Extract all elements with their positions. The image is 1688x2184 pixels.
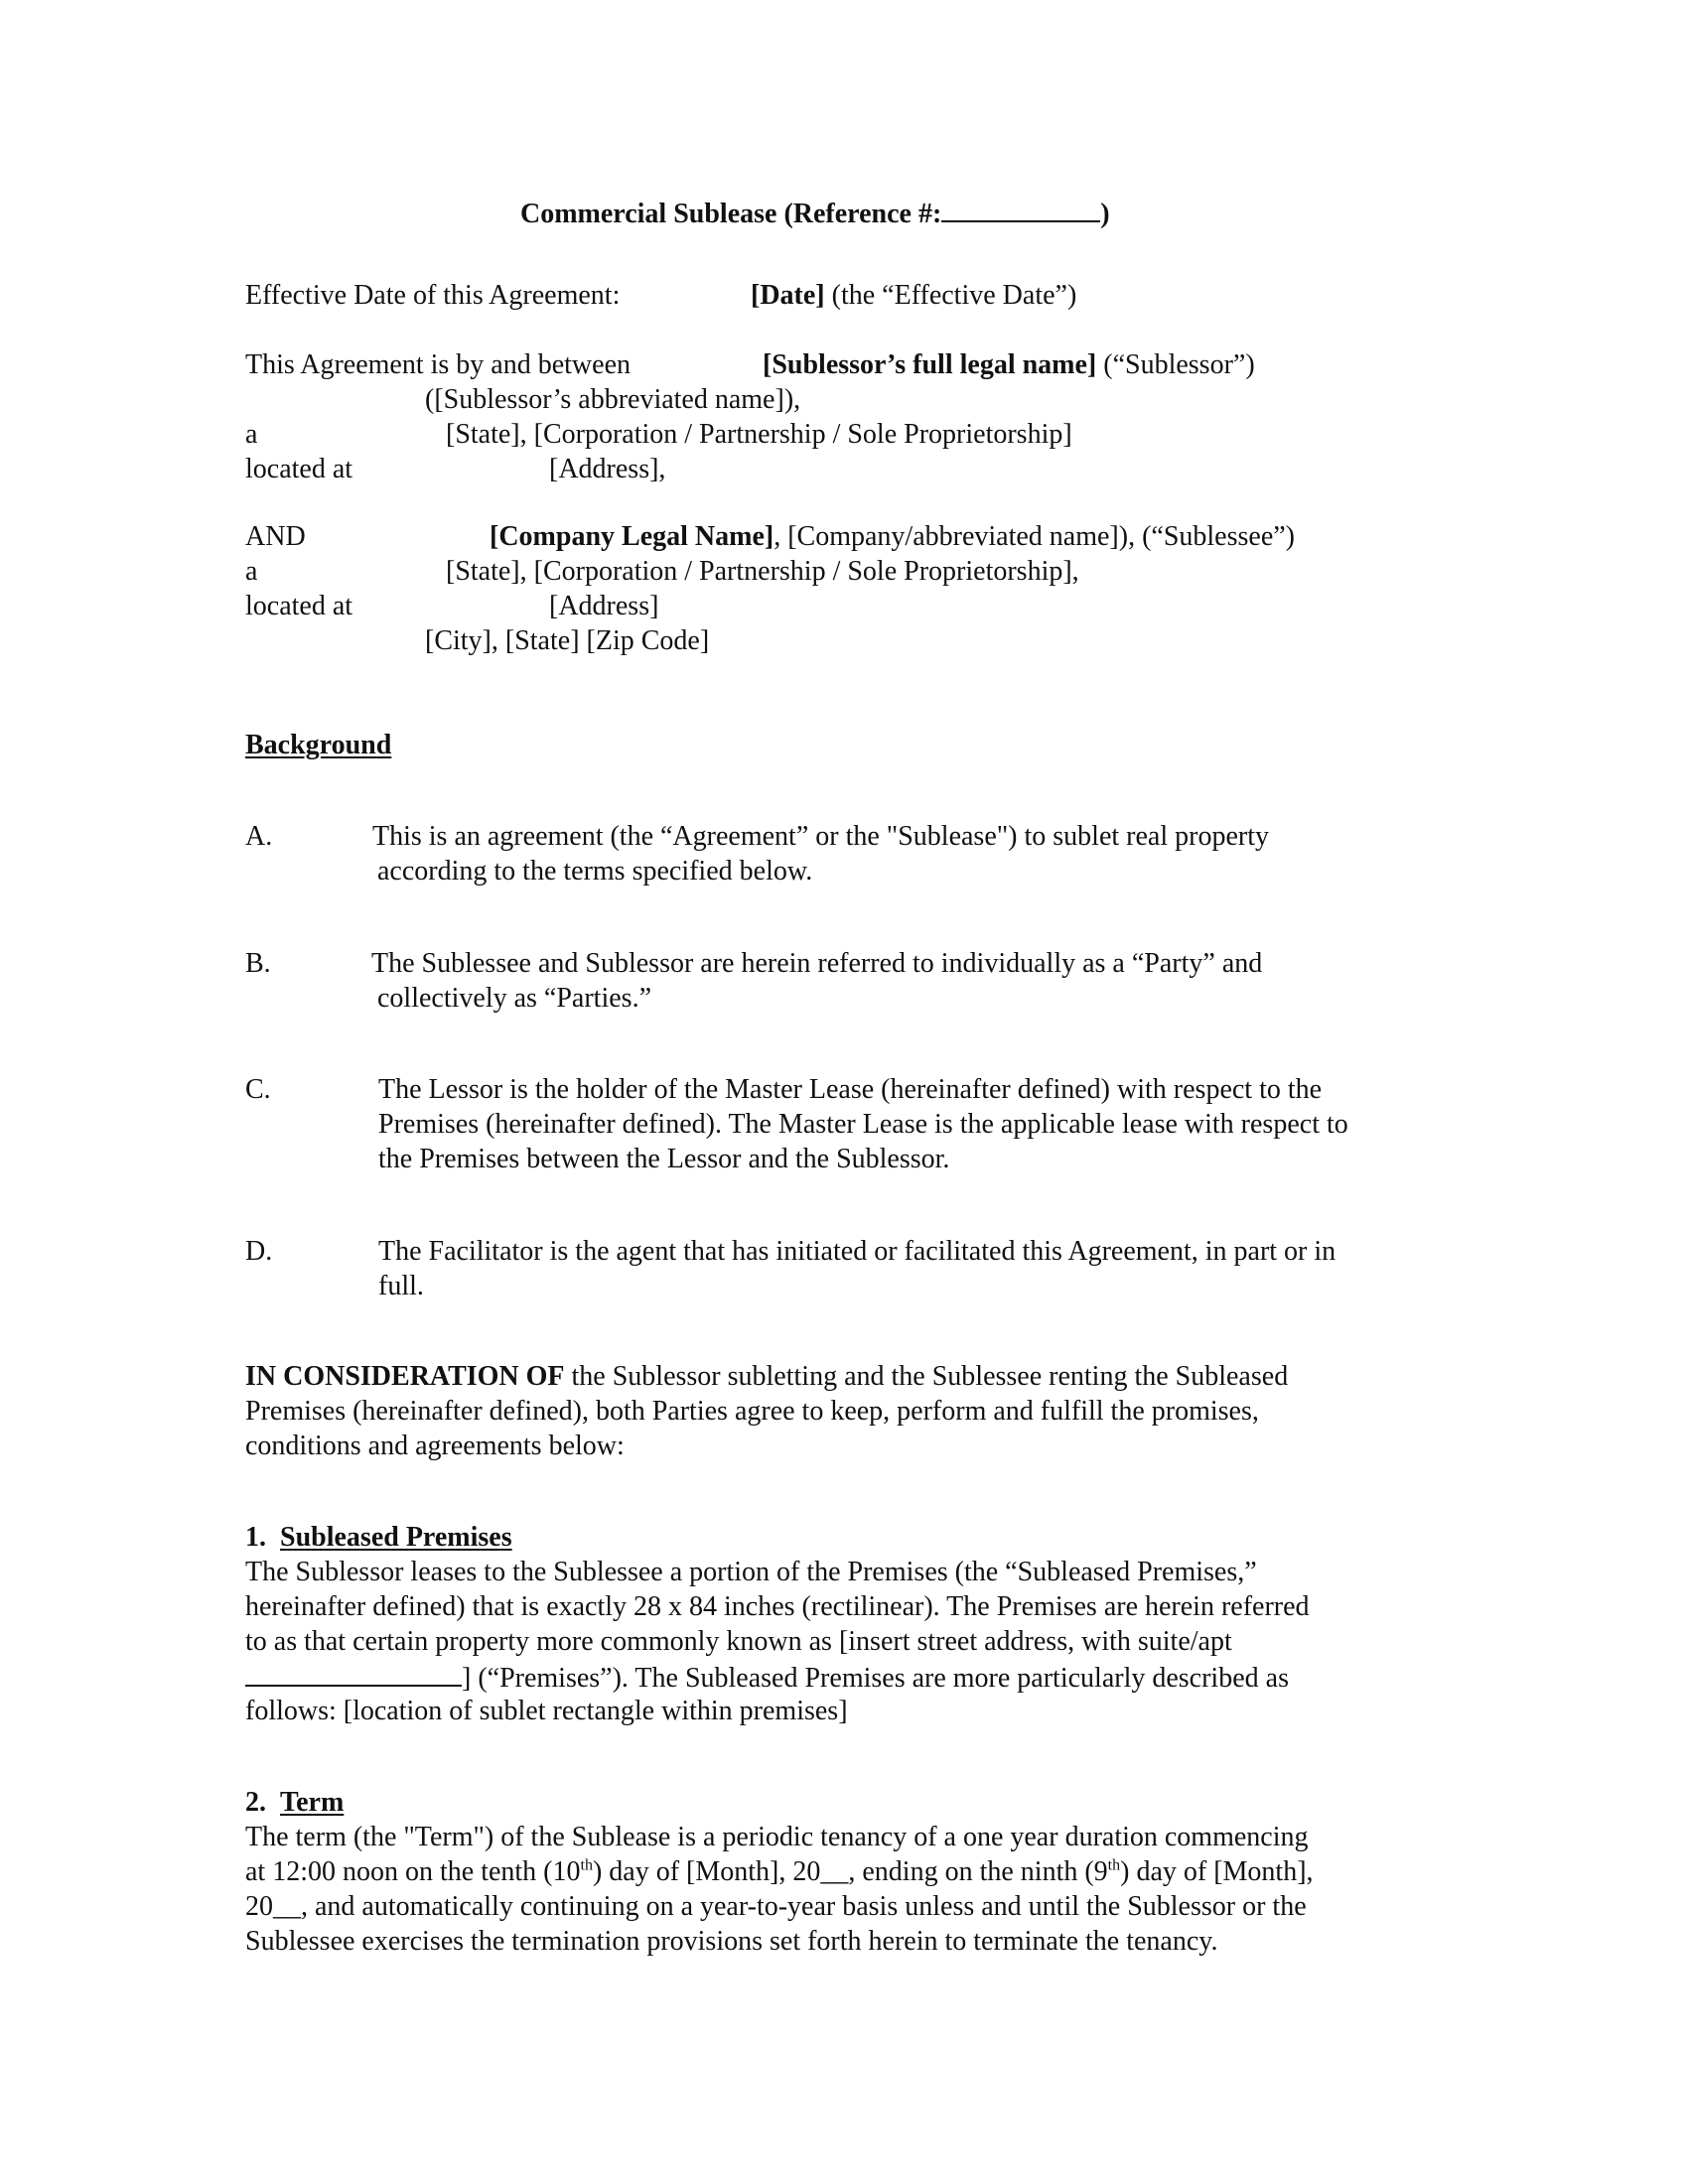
sublessee-address[interactable]: [Address] — [549, 591, 659, 621]
consideration-line2: Premises (hereinafter defined), both Parties agree to keep, perform and fulfill the promises, — [245, 1396, 1259, 1427]
premises-definition: ] (“Premises”). The Subleased Premises are more particularly described as — [462, 1663, 1289, 1694]
term-end-month: ) day of [Month], — [1120, 1856, 1314, 1887]
parties-intro: This Agreement is by and between — [245, 349, 632, 380]
date-placeholder: [Date] — [751, 280, 825, 311]
background-item-a-line2: according to the terms specified below. — [377, 856, 813, 887]
section-2-line4: Sublessee exercises the termination provisions set forth herein to terminate the tenancy. — [245, 1926, 1218, 1957]
reference-number-blank[interactable] — [941, 195, 1100, 222]
background-item-d-line2: full. — [378, 1271, 424, 1301]
background-item-c-line3: the Premises between the Lessor and the Sublessor. — [378, 1144, 950, 1174]
background-item-b-line1: The Sublessee and Sublessor are herein referred to individually as a “Party” and — [371, 948, 1263, 979]
ordinal-suffix: th — [580, 1856, 593, 1874]
background-item-c-line1: The Lessor is the holder of the Master Lease (hereinafter defined) with respect to the — [378, 1074, 1323, 1105]
background-item-d-line1: The Facilitator is the agent that has initiated or facilitated this Agreement, in part or in — [378, 1236, 1336, 1267]
section-2-line2 — [245, 1854, 1314, 1889]
background-item-a-line1: This is an agreement (the “Agreement” or the "Sublease") to sublet real property — [372, 821, 1269, 852]
effective-date-value[interactable] — [751, 278, 1076, 313]
sublessor-entity[interactable]: [State], [Corporation / Partnership / Sole Proprietorship] — [446, 419, 1072, 450]
effective-date-label: Effective Date of this Agreement: — [245, 280, 621, 311]
sublessor-located-label: located at — [245, 454, 353, 484]
background-heading: Background — [245, 730, 392, 760]
section-1-heading — [245, 1520, 512, 1555]
sublessor-name-placeholder: [Sublessor’s full legal name] — [763, 349, 1097, 380]
title-text: Commercial Sublease (Reference #: — [520, 199, 942, 229]
term-end-text: ) day of [Month], 20__, ending on the ninth (9 — [592, 1856, 1108, 1887]
effective-date-definition: (the “Effective Date”) — [824, 280, 1077, 311]
section-1-number: 1. — [245, 1522, 266, 1553]
background-item-c-line2: Premises (hereinafter defined). The Master Lease is the applicable lease with respect to — [378, 1109, 1348, 1140]
sublessor-a-label: a — [245, 419, 258, 450]
sublessee-entity[interactable]: [State], [Corporation / Partnership / Sole Proprietorship], — [446, 556, 1079, 587]
sublessor-role: (“Sublessor”) — [1096, 349, 1255, 380]
suite-apt-blank[interactable] — [245, 1659, 462, 1687]
consideration-line1 — [245, 1359, 1288, 1394]
ordinal-suffix: th — [1107, 1856, 1121, 1874]
title-close: ) — [1100, 199, 1110, 229]
section-2-line3: 20__, and automatically continuing on a year-to-year basis unless and until the Sublessor or the — [245, 1891, 1307, 1922]
consideration-lead: IN CONSIDERATION OF — [245, 1361, 565, 1392]
section-2-heading — [245, 1785, 344, 1820]
and-label: AND — [245, 521, 306, 552]
consideration-line3: conditions and agreements below: — [245, 1431, 625, 1461]
section-1-line1: The Sublessor leases to the Sublessee a portion of the Premises (the “Subleased Premises,” — [245, 1557, 1257, 1587]
section-1-title: Subleased Premises — [280, 1522, 512, 1553]
sublessee-a-label: a — [245, 556, 258, 587]
sublessor-name[interactable] — [763, 347, 1255, 382]
section-1-line3: to as that certain property more commonly known as [insert street address, with suite/apt — [245, 1626, 1232, 1657]
section-2-title: Term — [280, 1787, 345, 1818]
section-1-line5: follows: [location of sublet rectangle within premises] — [245, 1696, 848, 1726]
background-item-d-letter: D. — [245, 1236, 273, 1267]
sublessee-located-label: located at — [245, 591, 353, 621]
company-legal-name-placeholder: [Company Legal Name] — [490, 521, 774, 552]
section-1-line4 — [245, 1659, 1289, 1696]
sublessee-role: , [Company/abbreviated name]), (“Sublessee”) — [774, 521, 1295, 552]
consideration-text: the Sublessor subletting and the Sublessee renting the Subleased — [564, 1361, 1289, 1392]
background-item-b-letter: B. — [245, 948, 271, 979]
sublessee-city-line[interactable]: [City], [State] [Zip Code] — [425, 625, 710, 656]
background-item-c-letter: C. — [245, 1074, 271, 1105]
section-2-line1: The term (the "Term") of the Sublease is a periodic tenancy of a one year duration commencing — [245, 1822, 1309, 1852]
section-1-line2: hereinafter defined) that is exactly 28 x 84 inches (rectilinear). The Premises are herein referred — [245, 1591, 1310, 1622]
background-item-a-letter: A. — [245, 821, 273, 852]
document-title — [520, 195, 1110, 231]
background-item-b-line2: collectively as “Parties.” — [377, 983, 651, 1014]
sublessee-name[interactable] — [490, 519, 1295, 554]
section-2-number: 2. — [245, 1787, 266, 1818]
sublessor-address[interactable]: [Address], — [549, 454, 666, 484]
sublessor-abbrev[interactable]: ([Sublessor’s abbreviated name]), — [425, 384, 801, 415]
term-start-text: at 12:00 noon on the tenth (10 — [245, 1856, 581, 1887]
